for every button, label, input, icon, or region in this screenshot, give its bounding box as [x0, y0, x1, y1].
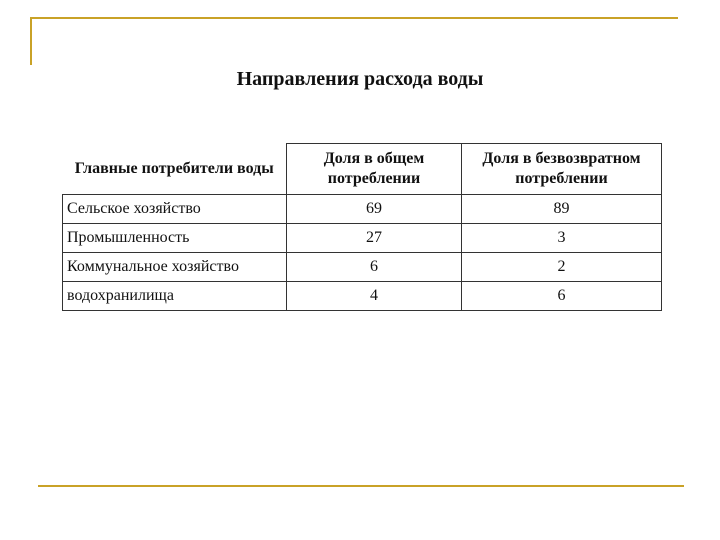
- row-irreversible: 6: [462, 282, 662, 311]
- header-irreversible-share: Доля в безвозвратном потреблении: [462, 144, 662, 195]
- row-irreversible: 3: [462, 224, 662, 253]
- table-row: [63, 224, 662, 253]
- frame-bottom-line: [38, 485, 684, 487]
- row-total: 4: [287, 282, 462, 311]
- table-row: [63, 195, 662, 224]
- frame-left-line: [30, 17, 32, 65]
- row-irreversible: 2: [462, 253, 662, 282]
- table-row: [63, 282, 662, 311]
- row-total: 6: [287, 253, 462, 282]
- row-name: Коммунальное хозяйство: [63, 253, 287, 282]
- water-usage-table: [62, 143, 661, 311]
- row-total: 69: [287, 195, 462, 224]
- row-name: Сельское хозяйство: [63, 195, 287, 224]
- row-name: Промышленность: [63, 224, 287, 253]
- slide-title: Направления расхода воды: [236, 68, 484, 90]
- header-consumers: Главные потребители воды: [63, 144, 287, 195]
- row-name: водохранилища: [63, 282, 287, 311]
- frame-top-line: [30, 17, 678, 19]
- header-total-share: Доля в общем потреблении: [287, 144, 462, 195]
- table-row: [63, 253, 662, 282]
- row-total: 27: [287, 224, 462, 253]
- table-header-row: [63, 144, 662, 195]
- row-irreversible: 89: [462, 195, 662, 224]
